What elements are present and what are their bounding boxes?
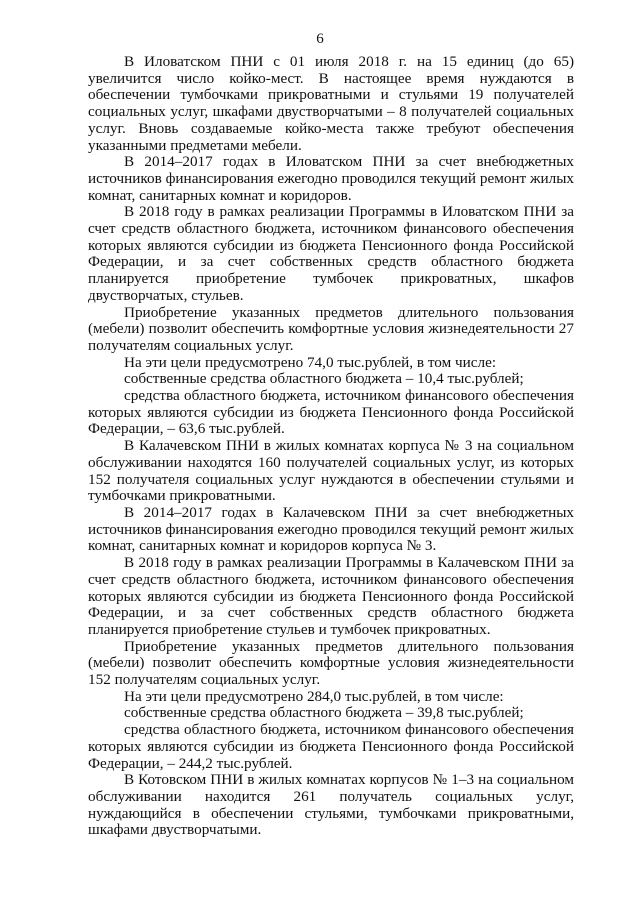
paragraph-kalachevsky-total: На эти цели предусмотрено 284,0 тыс.рублей, в том числе: — [124, 687, 504, 705]
paragraph-ilovatsky-beds: В Иловатском ПНИ с 01 июля 2018 г. на 15 единиц (до 65) увеличится число койко-мест. В настоящее время нуждаются в обеспечении тумбочками прикроватными и стульями 19 получателей социальных услуг, шкафами двустворчатыми – 8 получателей социальных услуг. Вновь создаваемые койко-места также требуют обеспечения указанными предметами мебели. — [88, 53, 574, 154]
paragraph-ilovatsky-own-funds: собственные средства областного бюджета – 10,4 тыс.рублей; — [124, 370, 524, 388]
paragraph-ilovatsky-repair: В 2014–2017 годах в Иловатском ПНИ за счет внебюджетных источников финансирования ежегодно проводился текущий ремонт жилых комнат, санитарных комнат и коридоров. — [88, 153, 574, 204]
paragraph-kotovsky-need: В Котовском ПНИ в жилых комнатах корпусов № 1–3 на социальном обслуживании находится 261 получатель социальных услуг, нуждающийся в обеспечении стульями, тумбочками прикроватными, шкафами двустворчатыми. — [88, 771, 574, 839]
paragraph-kalachevsky-benefit: Приобретение указанных предметов длительного пользования (мебели) позволит обеспечить комфортные условия жизнедеятельности 152 получателям социальных услуг. — [88, 637, 574, 689]
document-body — [88, 54, 574, 839]
paragraph-ilovatsky-program: В 2018 году в рамках реализации Программы в Иловатском ПНИ за счет средств областного бюджета, источником финансового обеспечения которых являются субсидии из бюджета Пенсионного фонда Российской Федерации, и за счет собственных средств областного бюджета планируется приобретение тумбочек прикроватных, шкафов двустворчатых, стульев. — [88, 203, 574, 304]
paragraph-kalachevsky-repair: В 2014–2017 годах в Калачевском ПНИ за счет внебюджетных источников финансирования ежегодно проводился текущий ремонт жилых комнат, санитарных комнат и коридоров корпуса № 3. — [88, 503, 574, 555]
paragraph-ilovatsky-pension-funds: средства областного бюджета, источником финансового обеспечения которых являются субсидии из бюджета Пенсионного фонда Российской Федерации, – 63,6 тыс.рублей. — [88, 387, 574, 438]
paragraph-ilovatsky-total: На эти цели предусмотрено 74,0 тыс.рублей, в том числе: — [124, 353, 497, 371]
paragraph-kalachevsky-own-funds: собственные средства областного бюджета – 39,8 тыс.рублей; — [124, 704, 524, 722]
page-number: 6 — [316, 31, 324, 47]
paragraph-kalachevsky-need: В Калачевском ПНИ в жилых комнатах корпуса № 3 на социальном обслуживании находятся 160 получателей социальных услуг, из которых 152 получателя социальных услуг нуждаются в обеспечении стульями и тумбочками прикроватными. — [88, 437, 574, 505]
paragraph-kalachevsky-program: В 2018 году в рамках реализации Программы в Калачевском ПНИ за счет средств областного бюджета, источником финансового обеспечения которых являются субсидии из бюджета Пенсионного фонда Российской Федерации, и за счет собственных средств областного бюджета планируется приобретение стульев и тумбочек прикроватных. — [88, 554, 574, 638]
paragraph-ilovatsky-benefit: Приобретение указанных предметов длительного пользования (мебели) позволит обеспечить комфортные условия жизнедеятельности 27 получателям социальных услуг. — [88, 303, 574, 354]
paragraph-kalachevsky-pension-funds: средства областного бюджета, источником финансового обеспечения которых являются субсидии из бюджета Пенсионного фонда Российской Федерации, – 244,2 тыс.рублей. — [88, 721, 574, 772]
